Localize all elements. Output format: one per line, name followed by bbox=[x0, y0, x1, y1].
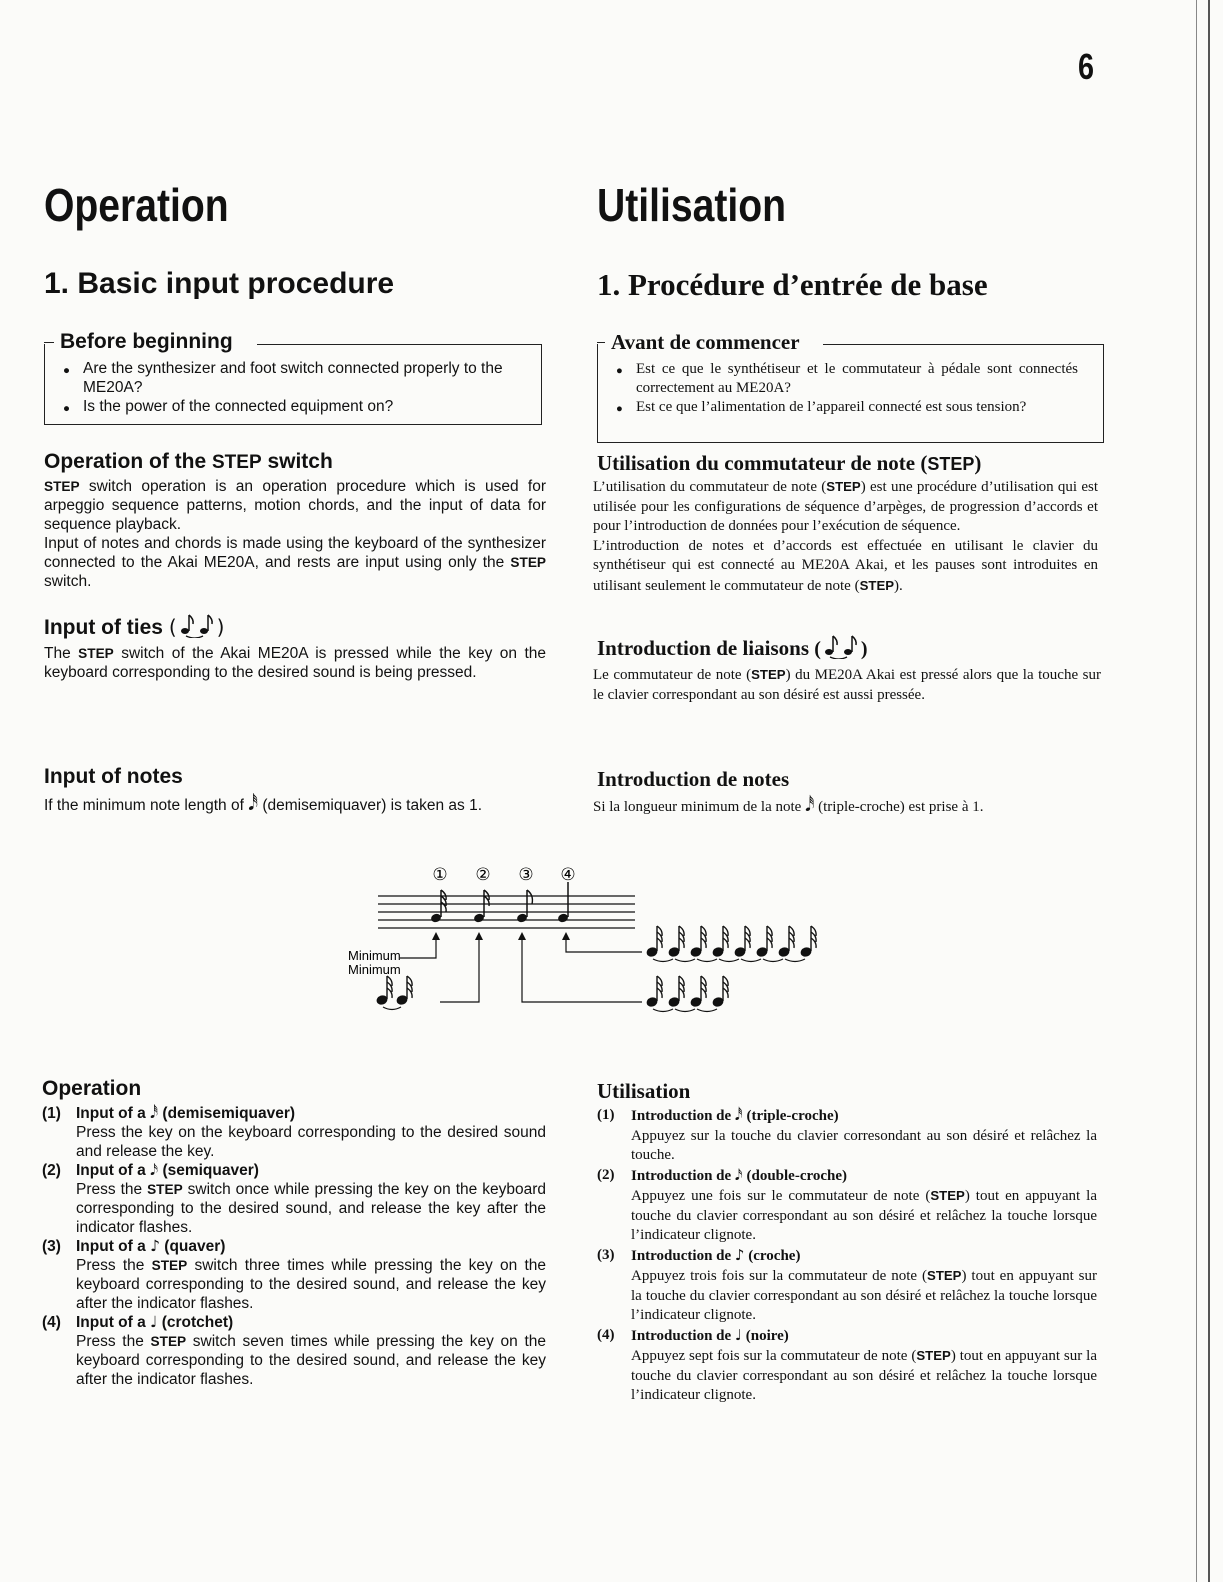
notes-heading-en: Input of notes bbox=[44, 765, 183, 788]
notes-body-en: If the minimum note length of 𝅘𝅥𝅰 (demisemiquaver) is taken as 1. bbox=[44, 793, 483, 815]
circled-number-1: ① bbox=[432, 865, 448, 885]
box-item-fr: ● Est ce que l’alimentation de l’appareil connecté est sous tension? bbox=[608, 398, 1078, 417]
box-title-fr: Avant de commencer bbox=[605, 330, 806, 355]
before-beginning-box-fr bbox=[597, 330, 1104, 443]
demisemiquaver-icon: 𝅘𝅥𝅰 bbox=[248, 793, 259, 815]
circled-number-4: ④ bbox=[560, 865, 576, 885]
step-op-body-fr: L’utilisation du commutateur de note (STEP) est une procédure d’utilisation qui est utilisée pour les configurations de séquence d’arpèges, de progression d’accords et pour l’introduction de données pour l’exécution de séquence. L’introduction de notes et d’accords est effectuée en utilisant le clavier du synthétiseur qui est connecté au ME20A Akai, et les pauses sont introduites en utilisant seulement le commutateur de note (STEP). bbox=[593, 479, 1098, 594]
operation-item-en: (2) Input of a 𝅘𝅥𝅯 (semiquaver) Press the STEP switch once while pressing the key on the keyboard corresponding to the desired sound, and release the key after the indicator flashes. bbox=[42, 1161, 547, 1236]
operation-list-en bbox=[42, 1104, 546, 1389]
semiquaver-icon: 𝅘𝅥𝅯 bbox=[734, 1165, 743, 1184]
label-minimum: Minimum bbox=[348, 948, 401, 963]
quaver-icon: ♪ bbox=[734, 1245, 745, 1264]
tied-notes-8 bbox=[642, 920, 832, 966]
demisemiquaver-icon: 𝅘𝅥𝅰 bbox=[150, 1104, 159, 1122]
operation-item-fr: (4) Introduction de ♩ (noire) Appuyez sept fois sur la commutateur de note (STEP) tout en appuyant sur la touche du clavier correspondant au son désiré et relâchez la touche lorsque l’indicateur clignote. bbox=[597, 1325, 1097, 1403]
step-op-heading-fr: Utilisation du commutateur de note (STEP) bbox=[597, 451, 982, 475]
ties-body-fr: Le commutateur de note (STEP) du ME20A Akai est pressé alors que la touche sur le clavier correspondant au son désiré est aussi pressée. bbox=[593, 667, 1102, 703]
step-op-body-en: STEP switch operation is an operation procedure which is used for arpeggio sequence patterns, motion chords, and the input of data for sequence playback. Input of notes and chords is made using the keyboard of the synthesizer connected to the Akai ME20A, and rests are input using only the STEP switch. bbox=[44, 478, 546, 590]
staff-note-crotchet bbox=[557, 882, 569, 923]
operation-item-fr: (3) Introduction de ♪ (croche) Appuyez trois fois sur la commutateur de note (STEP) tout en appuyant sur la touche du clavier correspondant au son désiré et relâchez la touche lorsque l’indicateur clignote. bbox=[597, 1245, 1098, 1323]
tied-notes-2 bbox=[376, 976, 412, 1010]
staff-note-semiquaver bbox=[473, 890, 489, 923]
operation-heading-fr: Utilisation bbox=[597, 1079, 691, 1103]
notes-heading-fr: Introduction de notes bbox=[597, 767, 790, 791]
operation-heading-en: Operation bbox=[42, 1077, 142, 1100]
section-heading-en: 1. Basic input procedure bbox=[44, 267, 395, 300]
operation-item-en: (4) Input of a ♩ (crotchet) Press the STEP switch seven times while pressing the key on the keyboard corresponding to the desired sound, and release the key after the indicator flashes. bbox=[42, 1313, 547, 1388]
operation-item-fr: (2) Introduction de 𝅘𝅥𝅯 (double-croche) Appuyez une fois sur le commutateur de note (STEP) tout en appuyant la touche du clavier correspondant au son désiré et relâchez la touche lorsque l’indicateur clignote. bbox=[597, 1165, 1097, 1243]
staff-note-quaver bbox=[516, 890, 533, 923]
operation-item-en: (1) Input of a 𝅘𝅥𝅰 (demisemiquaver) Press the key on the keyboard corresponding to the desired sound and release the key. bbox=[42, 1104, 546, 1160]
box-title-en: Before beginning bbox=[54, 330, 239, 354]
demisemiquaver-icon: 𝅘𝅥𝅰 bbox=[734, 1106, 743, 1124]
ties-body-en: The STEP switch of the Akai ME20A is pressed while the key on the keyboard corresponding to the desired sound is being pressed. bbox=[44, 645, 546, 681]
circled-number-3: ③ bbox=[518, 865, 534, 885]
page-title-fr: Utilisation bbox=[597, 179, 786, 231]
connector-lines bbox=[400, 936, 642, 1002]
tied-notes-4 bbox=[642, 970, 752, 1016]
arrowheads bbox=[432, 932, 570, 940]
quaver-icon: ♪ bbox=[150, 1237, 160, 1255]
demisemiquaver-icon: 𝅘𝅥𝅰 bbox=[805, 795, 815, 816]
ties-heading-fr: Introduction de liaisons ( ) bbox=[597, 633, 868, 661]
page-edge bbox=[1208, 0, 1210, 1582]
operation-item-en: (3) Input of a ♪ (quaver) Press the STEP switch three times while pressing the key on the keyboard corresponding to the desired sound, and release the key after the indicator flashes. bbox=[42, 1237, 547, 1312]
page-title-en: Operation bbox=[44, 179, 229, 231]
section-heading-fr: 1. Procédure d’entrée de base bbox=[597, 267, 988, 302]
before-beginning-box-en bbox=[44, 330, 542, 425]
operation-item-fr: (1) Introduction de 𝅘𝅥𝅰 (triple-croche) Appuyez sur la touche du clavier corresondant au son désiré et relâchez la touche. bbox=[597, 1106, 1097, 1163]
notes-body-fr: Si la longueur minimum de la note 𝅘𝅥𝅰 (triple-croche) est prise à 1. bbox=[593, 795, 984, 816]
box-item-en: ● Are the synthesizer and foot switch connected properly to the ME20A? bbox=[55, 359, 529, 397]
tie-notes-icon bbox=[177, 612, 217, 638]
staff-note-demisemiquaver bbox=[430, 890, 446, 923]
step-op-heading-en: Operation of the STEP switch bbox=[44, 450, 333, 473]
box-item-en: ● Is the power of the connected equipment on? bbox=[55, 397, 529, 416]
box-item-fr: ● Est ce que le synthétiseur et le commutateur à pédale sont connectés correctement au ME20A? bbox=[608, 360, 1078, 398]
operation-list-fr bbox=[597, 1106, 1097, 1406]
crotchet-icon: ♩ bbox=[150, 1313, 158, 1331]
tie-notes-icon bbox=[821, 633, 861, 659]
ties-heading-en: Input of ties ( ) bbox=[44, 612, 224, 640]
page-number: 6 bbox=[1078, 46, 1095, 87]
semiquaver-icon: 𝅘𝅥𝅯 bbox=[150, 1161, 159, 1179]
crotchet-icon: ♩ bbox=[734, 1325, 742, 1344]
staff-lines bbox=[378, 896, 635, 928]
label-minimum: Minimum bbox=[348, 962, 401, 977]
page-edge bbox=[1196, 0, 1197, 1582]
circled-number-2: ② bbox=[475, 865, 491, 885]
